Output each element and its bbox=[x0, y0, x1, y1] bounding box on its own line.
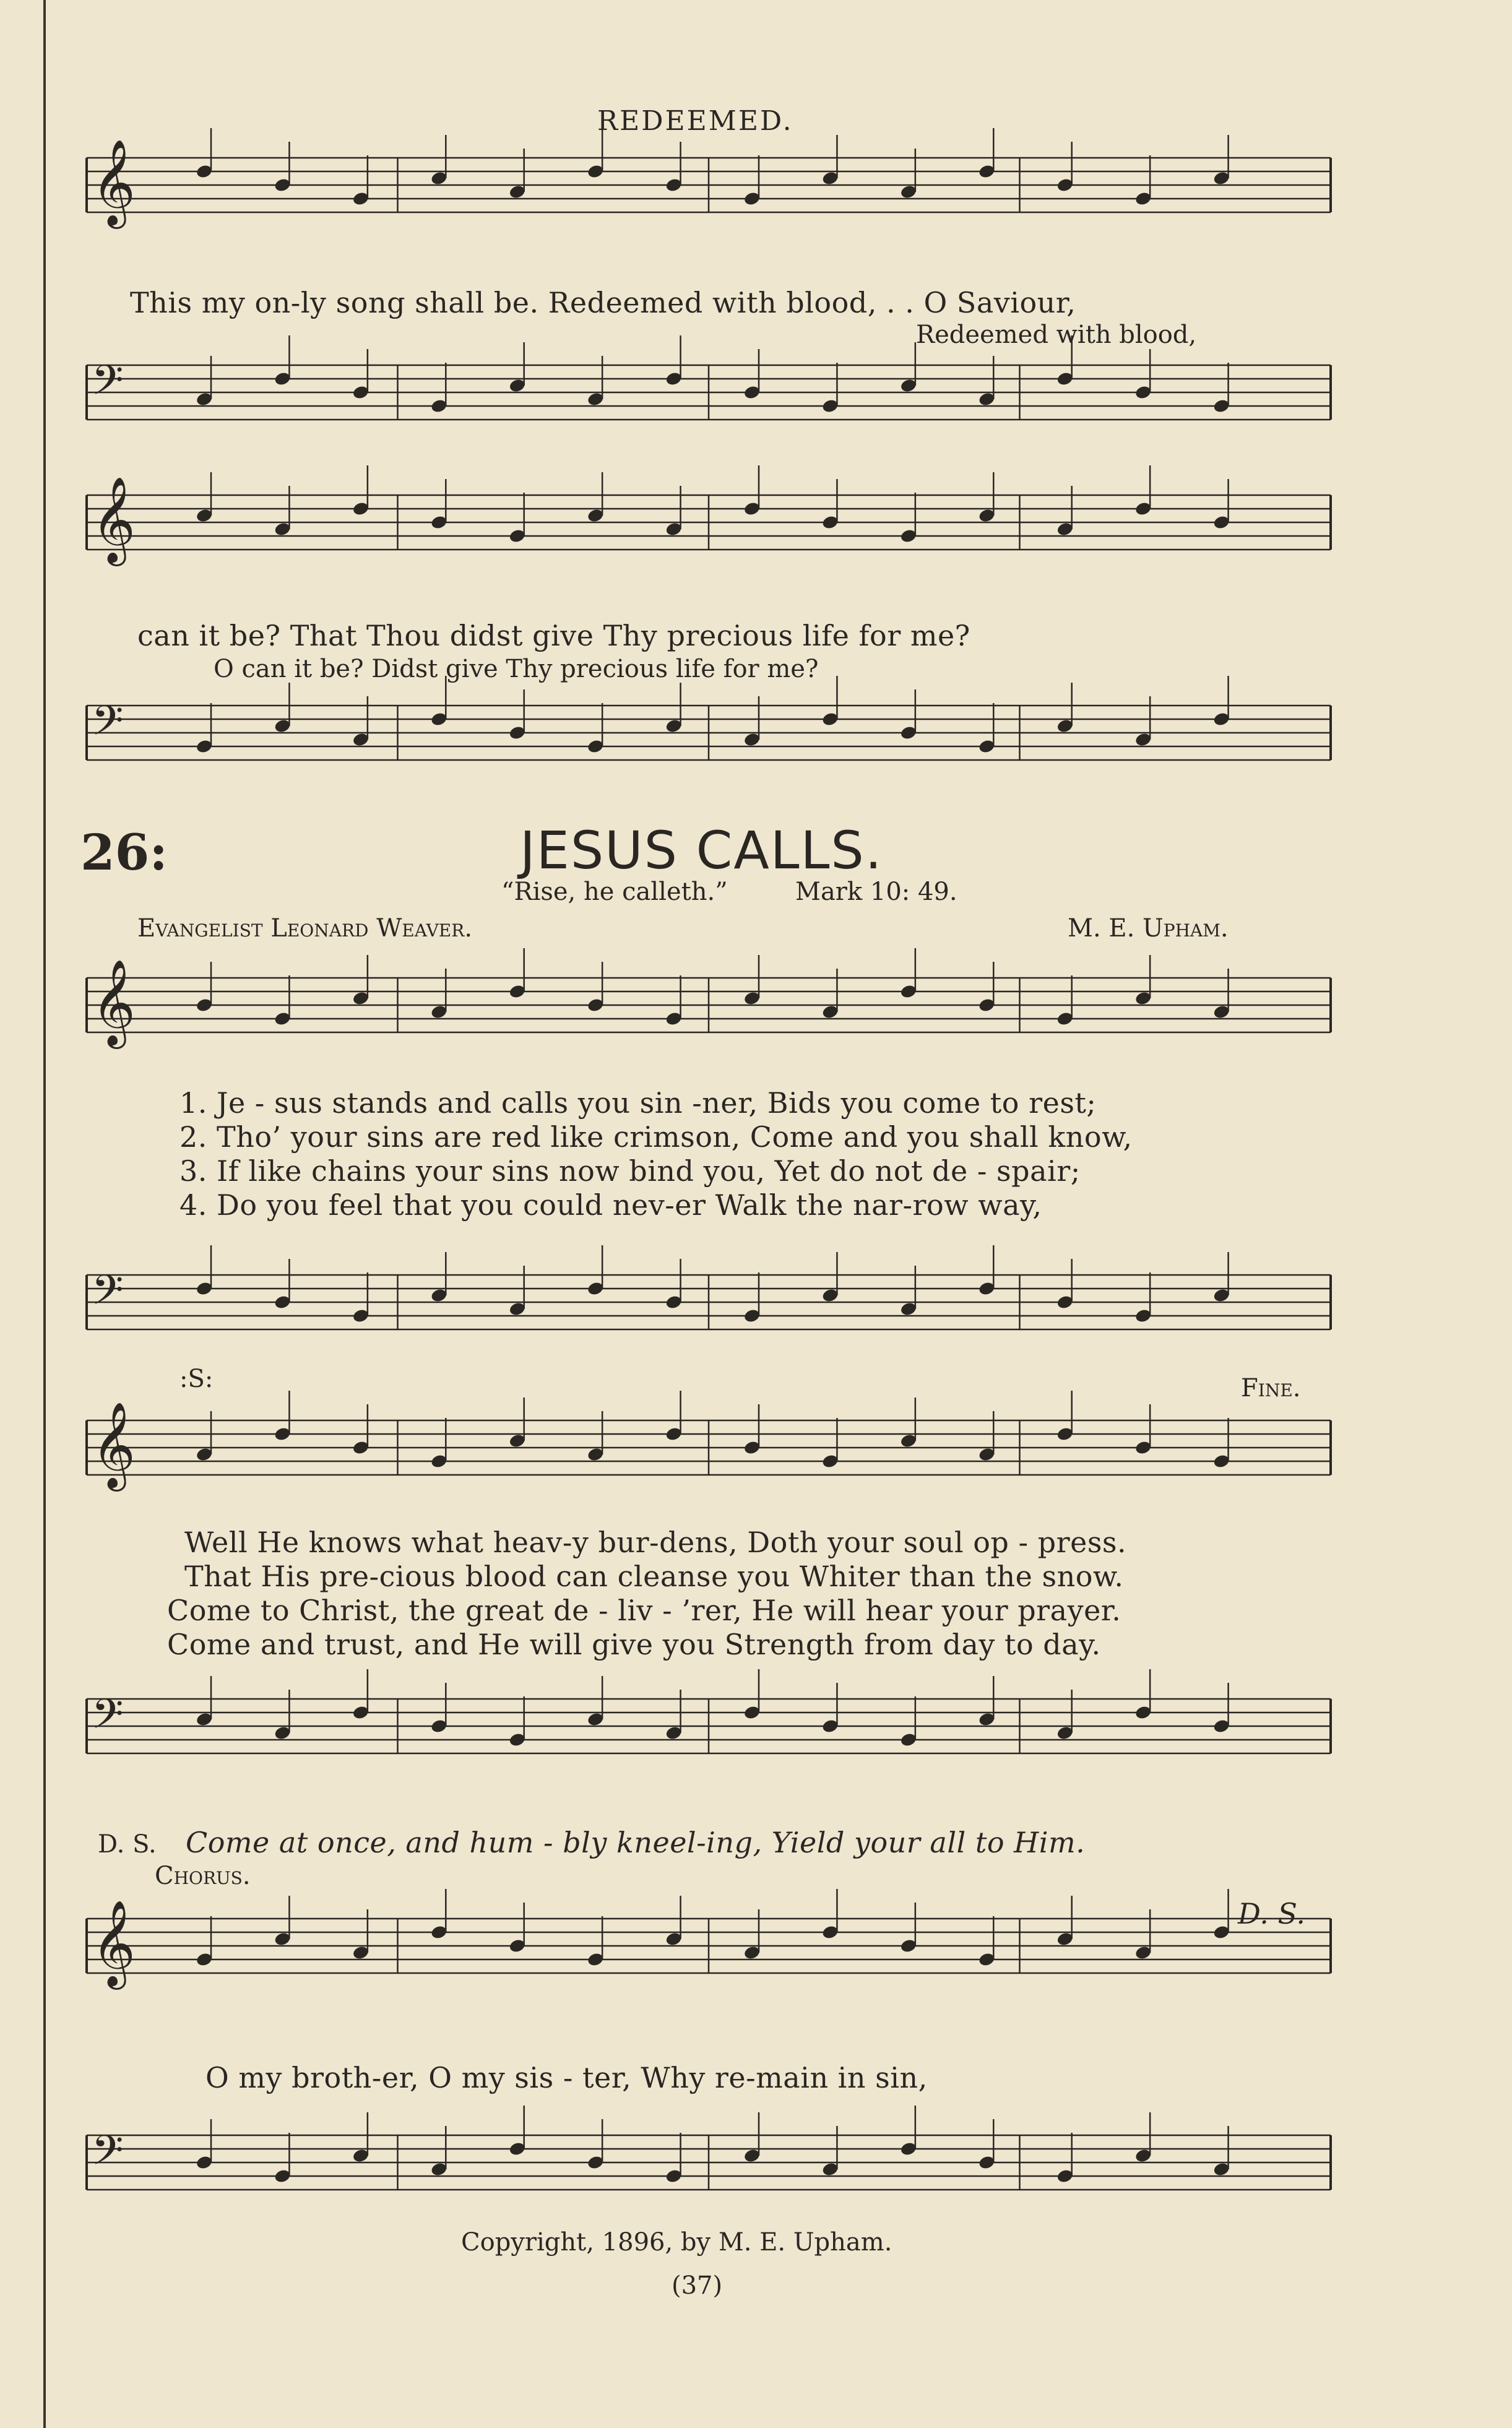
treble-clef: 𝄞 bbox=[92, 959, 136, 1045]
chorus-label: Chorus. bbox=[155, 1862, 251, 1890]
bass-clef: 𝄢 bbox=[92, 697, 124, 754]
verse-4-line-b: Come and trust, and He will give you Strength from day to day. bbox=[167, 1628, 1101, 1661]
treble-clef: 𝄞 bbox=[92, 477, 136, 563]
treble-clef: 𝄞 bbox=[92, 1900, 136, 1986]
verse-1-line-b: Well He knows what heav-y bur-dens, Doth your soul op - press. bbox=[184, 1526, 1127, 1559]
hymn-number: 26: bbox=[80, 823, 168, 881]
scripture-reference: Mark 10: 49. bbox=[795, 878, 957, 906]
scripture-quote: “Rise, he calleth.” bbox=[501, 878, 728, 906]
prev-lyrics-line-2: can it be? That Thou didst give Thy precious life for me? bbox=[137, 619, 970, 652]
bass-clef: 𝄢 bbox=[92, 2127, 124, 2184]
bass-clef: 𝄢 bbox=[92, 1266, 124, 1324]
chorus-lyric: O my broth-er, O my sis - ter, Why re-main in sin, bbox=[205, 2061, 928, 2094]
verse-3-line-a: 3. If like chains your sins now bind you, Yet do not de - spair; bbox=[179, 1154, 1081, 1188]
verse-1-line-a: 1. Je - sus stands and calls you sin -ner, Bids you come to rest; bbox=[179, 1086, 1097, 1120]
prev-echo-line-2: O can it be? Didst give Thy precious life for me? bbox=[214, 655, 819, 683]
verse-2-line-a: 2. Tho’ your sins are red like crimson, Come and you shall know, bbox=[179, 1120, 1133, 1154]
verse-3-line-b: Come to Christ, the great de - liv - ’rer, He will hear your prayer. bbox=[167, 1594, 1121, 1627]
page-number: (37) bbox=[672, 2271, 723, 2300]
ds-label: D. S. bbox=[98, 1830, 157, 1859]
lyricist-credit: Evangelist Leonard Weaver. bbox=[137, 914, 473, 943]
segno-sign: :S: bbox=[179, 1365, 214, 1393]
treble-clef: 𝄞 bbox=[92, 1402, 136, 1488]
ds-lyric: Come at once, and hum - bly kneel-ing, Yield your all to Him. bbox=[186, 1826, 1086, 1859]
prev-lyrics-line-1: This my on-ly song shall be. Redeemed with blood, . . O Saviour, bbox=[130, 286, 1076, 319]
composer-credit: M. E. Upham. bbox=[1068, 914, 1229, 943]
chorus-ds-marker: D. S. bbox=[1238, 1897, 1305, 1930]
prev-echo-line-1: Redeemed with blood, bbox=[916, 321, 1197, 349]
fine-marker: Fine. bbox=[1241, 1374, 1301, 1402]
hymn-title: JESUS CALLS. bbox=[520, 820, 883, 881]
bass-clef: 𝄢 bbox=[92, 356, 124, 414]
prev-hymn-title: REDEEMED. bbox=[597, 105, 793, 137]
verse-2-line-b: That His pre-cious blood can cleanse you Whiter than the snow. bbox=[184, 1560, 1124, 1593]
bass-clef: 𝄢 bbox=[92, 1690, 124, 1748]
verse-4-line-a: 4. Do you feel that you could nev-er Walk the nar-row way, bbox=[179, 1188, 1042, 1222]
treble-clef: 𝄞 bbox=[92, 139, 136, 225]
copyright-notice: Copyright, 1896, by M. E. Upham. bbox=[461, 2228, 892, 2257]
